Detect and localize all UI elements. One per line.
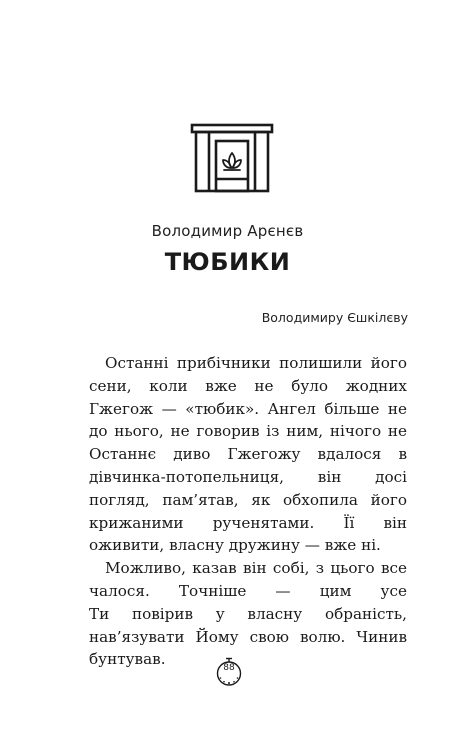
text-line: нав’язувати Йому свою волю. Чинив xyxy=(89,627,407,646)
text-line: Останні прибічники полишили його xyxy=(105,354,407,372)
text-line: Ти повірив у власну обраність, xyxy=(89,604,407,623)
text-line: Гжегож — «тюбик». Ангел більше не xyxy=(89,399,407,418)
text-line: бунтував. xyxy=(89,650,166,669)
text-line: погляд, пам’ятав, як обхопила його xyxy=(89,490,407,509)
page-number: 88 xyxy=(223,663,235,673)
text-line: Можливо, казав він собі, з цього все xyxy=(105,559,407,578)
page-number-badge xyxy=(215,657,243,687)
author-name: Володимир Арєнєв xyxy=(151,222,304,240)
story-body xyxy=(89,352,407,671)
text-line: до нього, не говорив із ним, нічого не xyxy=(89,422,407,441)
text-line: Останнє диво Гжегожу вдалося в xyxy=(89,445,407,464)
dedication: Володимиру Єшкілєву xyxy=(261,310,408,325)
text-line: чалося. Точніше — цим усе xyxy=(89,581,407,600)
fireplace-icon xyxy=(190,123,274,193)
paragraph xyxy=(89,352,407,557)
text-line: сени, коли вже не було жодних xyxy=(89,376,407,395)
text-line: дівчинка-потопельниця, він досі xyxy=(89,467,407,486)
text-line: оживити, власну дружину — вже ні. xyxy=(89,536,381,555)
text-line: крижаними рученятами. Її він xyxy=(89,513,407,532)
paragraph xyxy=(89,557,407,671)
story-title: ТЮБИКИ xyxy=(164,248,291,276)
